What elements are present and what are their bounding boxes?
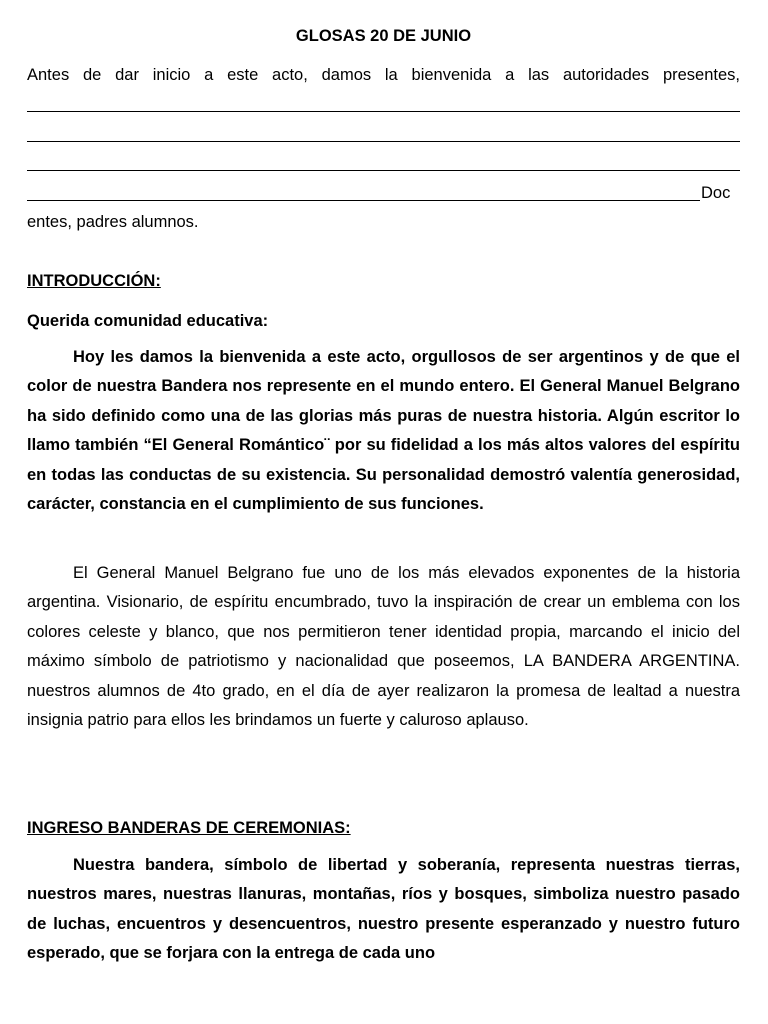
- ingreso-banderas-heading: INGRESO BANDERAS DE CEREMONIAS:: [27, 819, 351, 837]
- ingreso-banderas-paragraph: Nuestra bandera, símbolo de libertad y soberanía, representa nuestras tierras, nuestros mares, nuestras llanuras, montañas, ríos y bosques, simboliza nuestro pasado de luchas, encuentros y desencuentros, nuestro presente esperanzado y nuestro futuro esperado, que se forjara con la entrega de cada uno: [27, 856, 740, 963]
- document-title: GLOSAS 20 DE JUNIO: [295, 27, 472, 45]
- blank-line-3: [27, 170, 740, 171]
- welcome-tail: Doc: [701, 184, 731, 202]
- blank-line-1: [27, 111, 740, 112]
- salutation: Querida comunidad educativa:: [27, 312, 269, 330]
- welcome-line: Antes de dar inicio a este acto, damos la bienvenida a las autoridades presentes,: [27, 66, 740, 84]
- blank-line-2: [27, 141, 740, 142]
- welcome-continuation: entes, padres alumnos.: [27, 213, 199, 231]
- blank-line-4: [27, 200, 700, 201]
- introduccion-paragraph-bold: Hoy les damos la bienvenida a este acto, orgullosos de ser argentinos y de que el color de nuestra Bandera nos represente en el mundo entero. El General Manuel Belgrano ha sido definido como una de las glorias más puras de nuestra historia. Algún escritor lo llamo también “El General Romántico¨ por su fidelidad a los más altos valores del espíritu en todas las conductas de su existencia. Su personalidad demostró valentía generosidad, carácter, constancia en el cumplimiento de sus funciones.: [27, 348, 740, 514]
- introduccion-heading: INTRODUCCIÓN:: [27, 272, 161, 290]
- introduccion-paragraph-regular: El General Manuel Belgrano fue uno de los más elevados exponentes de la historia argentina. Visionario, de espíritu encumbrado, tuvo la inspiración de crear un emblema con los colores celeste y blanco, que nos permitieron tener identidad propia, marcando el inicio del máximo símbolo de patriotismo y nacionalidad que poseemos, LA BANDERA ARGENTINA. nuestros alumnos de 4to grado, en el día de ayer realizaron la promesa de lealtad a nuestra insignia patrio para ellos les brindamos un fuerte y caluroso aplauso.: [27, 564, 740, 730]
